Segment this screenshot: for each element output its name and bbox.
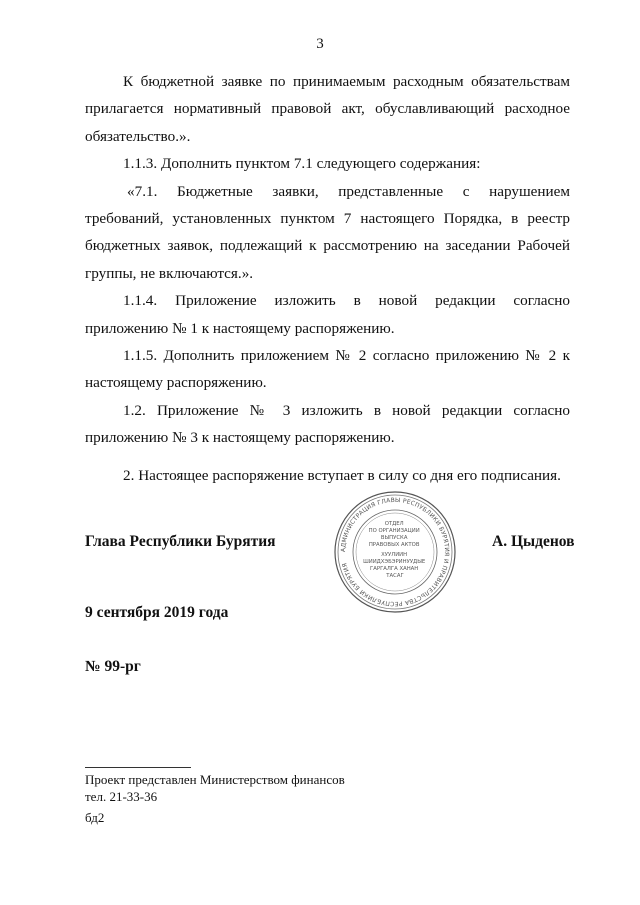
seal-line: ТАСАГ <box>386 573 404 579</box>
seal-line: ШИИДХЭБЭРИНУУДЫЕ <box>363 559 426 565</box>
seal-line: ХУУЛИИН <box>381 552 408 558</box>
seal-line: ГАРГАЛГА ХАНАН <box>370 566 419 572</box>
seal-line: ОТДЕЛ <box>384 521 404 527</box>
footnote-divider <box>85 767 191 768</box>
final-paragraph-block <box>85 462 570 489</box>
official-seal-icon <box>333 490 457 614</box>
signatory-name: А. Цыденов <box>492 533 575 550</box>
paragraph-2: 1.1.3. Дополнить пунктом 7.1 следующего содержания: <box>123 155 481 173</box>
seal-ring-text: АДМИНИСТРАЦИЯ ГЛАВЫ РЕСПУБЛИКИ БУРЯТИЯ И ПРАВИТЕЛЬСТВА РЕСПУБЛИКИ БУРЯТИЯ <box>339 496 451 608</box>
svg-text:ОТДЕЛ ПО ОРГАНИЗАЦИИ В <box>363 521 427 579</box>
paragraph-5: 1.1.5. Дополнить приложением № 2 согласно приложению № 2 к настоящему распоряжению. <box>85 347 570 392</box>
footnote-presenter: Проект представлен Министерством финансов <box>85 772 345 787</box>
seal-line: ПРАВОВЫХ АКТОВ <box>368 542 420 548</box>
document-body <box>85 68 570 452</box>
document-date: 9 сентября 2019 года <box>85 604 229 621</box>
footnote-code: бд2 <box>85 810 105 825</box>
final-paragraph: 2. Настоящее распоряжение вступает в силу со дня его подписания. <box>123 467 561 484</box>
footnote-phone: тел. 21-33-36 <box>85 789 158 804</box>
paragraph-1: К бюджетной заявке по принимаемым расходным обязательствам прилагается нормативный правовой акт, обуславливающий расходное обязательство.». <box>85 73 570 145</box>
seal-line: ПО ОРГАНИЗАЦИИ <box>368 528 420 534</box>
page-number: 3 <box>316 36 324 52</box>
paragraph-6: 1.2. Приложение № 3 изложить в новой редакции согласно приложению № 3 к настоящему распоряжению. <box>85 401 570 447</box>
signatory-position: Глава Республики Бурятия <box>85 533 276 550</box>
paragraph-3: «7.1. Бюджетные заявки, представленные с нарушением требований, установленных пунктом 7 настоящего Порядка, в реестр бюджетных заявок, подлежащий к рассмотрению на заседании Рабочей группы, не включаются.». <box>85 182 570 282</box>
seal-line: ВЫПУСКА <box>380 535 408 541</box>
document-number: № 99-рг <box>85 658 141 675</box>
paragraph-4: 1.1.4. Приложение изложить в новой редакции согласно приложению № 1 к настоящему распоряжению. <box>85 292 570 337</box>
